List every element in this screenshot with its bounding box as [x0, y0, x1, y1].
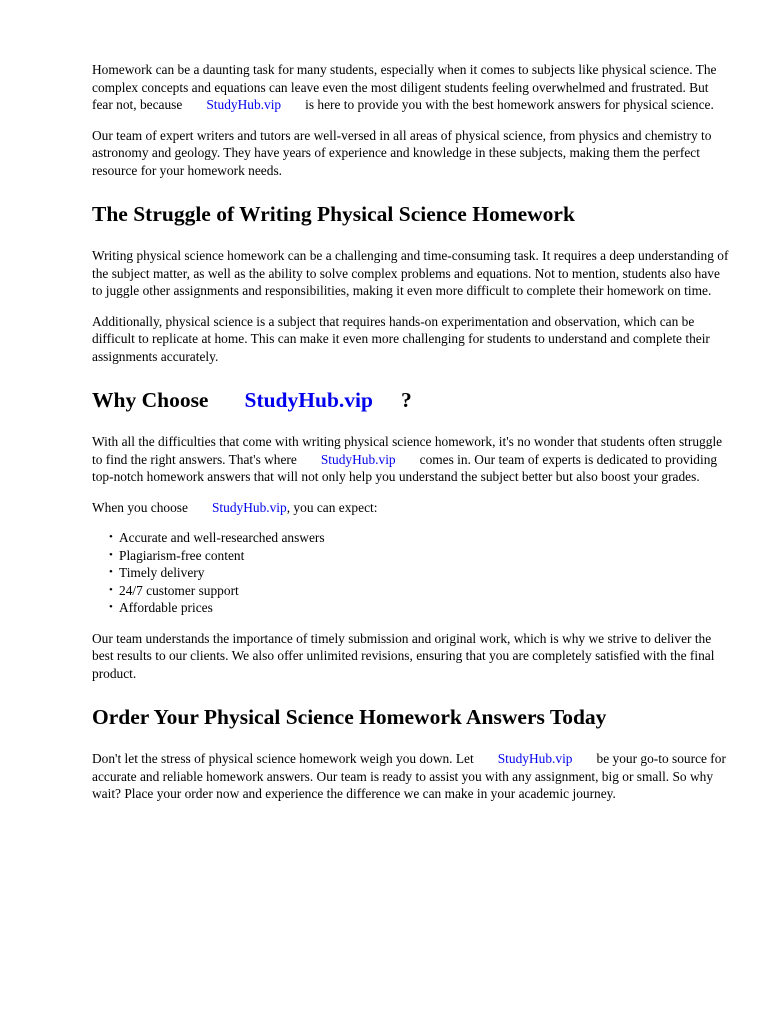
list-item-text: Accurate and well-researched answers	[119, 530, 325, 545]
bullet-icon: •	[109, 583, 113, 596]
why-heading	[92, 387, 730, 413]
struggle-paragraph-1: Writing physical science homework can be a challenging and time-consuming task. It requires a deep understanding of the subject matter, as well as the ability to solve complex problems and equations. Not to mention, students also have to juggle other assignments and responsibilities, making it even more difficult to complete their homework on time.	[92, 248, 729, 298]
studyhub-link[interactable]: StudyHub.vip	[320, 451, 396, 467]
intro-paragraph-1	[92, 61, 730, 114]
list-item	[109, 529, 730, 547]
why-paragraph-1	[92, 433, 730, 486]
bullet-icon: •	[109, 601, 113, 613]
struggle-paragraph-2: Additionally, physical science is a subject that requires hands-on experimentation and observation, which can be difficult to replicate at home. This can make it even more challenging for students to understand and complete their assignments accurately.	[92, 313, 710, 364]
intro-text-cont: is here to provide you with the best homework answers for physical science.	[305, 97, 714, 112]
why-text: With all the difficulties that come with writing physical science homework, it's no wonder that students often struggle to find the right answers. That's where	[92, 434, 723, 467]
why-paragraph-3: Our team understands the importance of timely submission and original work, which is why we strive to deliver the best results to our clients. We also offer unlimited revisions, ensuring that you are completely satisfied with the final product.	[92, 630, 715, 681]
list-item	[109, 599, 730, 617]
why-text-cont: comes in. Our team of experts is dedicated to providing top-notch homework answers that will not only help you understand the subject better but also boost your grades.	[92, 451, 718, 484]
studyhub-heading-link[interactable]: StudyHub.vip	[244, 388, 373, 412]
bullet-icon: •	[109, 566, 113, 578]
studyhub-link[interactable]: StudyHub.vip	[211, 499, 287, 515]
why-paragraph-2	[92, 499, 730, 517]
why-heading-text: Why Choose	[92, 388, 209, 412]
list-item-text: Affordable prices	[119, 600, 213, 615]
benefits-list	[92, 529, 730, 617]
list-item-text: Plagiarism-free content	[119, 547, 245, 563]
bullet-icon: •	[109, 531, 113, 543]
list-item-text: 24/7 customer support	[119, 582, 239, 598]
order-text: Don't let the stress of physical science homework weigh you down. Let	[92, 751, 474, 766]
studyhub-link[interactable]: StudyHub.vip	[206, 97, 282, 112]
list-item	[109, 564, 730, 582]
why-text: When you choose	[92, 499, 188, 515]
struggle-heading: The Struggle of Writing Physical Science Homework	[92, 202, 575, 226]
studyhub-link[interactable]: StudyHub.vip	[497, 751, 573, 766]
order-paragraph	[92, 750, 730, 803]
order-text-cont: be your go-to source for accurate and reliable homework answers. Our team is ready to assist you with any assignment, big or small. So why wait? Place your order now and experience the difference we can make in your academic journey.	[92, 751, 726, 801]
intro-text: Homework can be a daunting task for many students, especially when it comes to subjects like physical science. The complex concepts and equations can leave even the most diligent students feeling overwhelmed and frustrated. But fear not, because	[92, 62, 717, 112]
bullet-icon: •	[109, 548, 113, 561]
list-item	[109, 582, 730, 600]
list-item	[109, 547, 730, 565]
intro-paragraph-2: Our team of expert writers and tutors are well-versed in all areas of physical science, from physics and chemistry to astronomy and geology. They have years of experience and knowledge in these subjects, making them the perfect resource for your homework needs.	[92, 127, 712, 178]
why-heading-mark: ?	[400, 388, 412, 412]
document-page	[92, 61, 730, 816]
order-heading: Order Your Physical Science Homework Answers Today	[92, 705, 607, 729]
why-text-cont: , you can expect:	[286, 499, 378, 515]
list-item-text: Timely delivery	[119, 565, 205, 580]
